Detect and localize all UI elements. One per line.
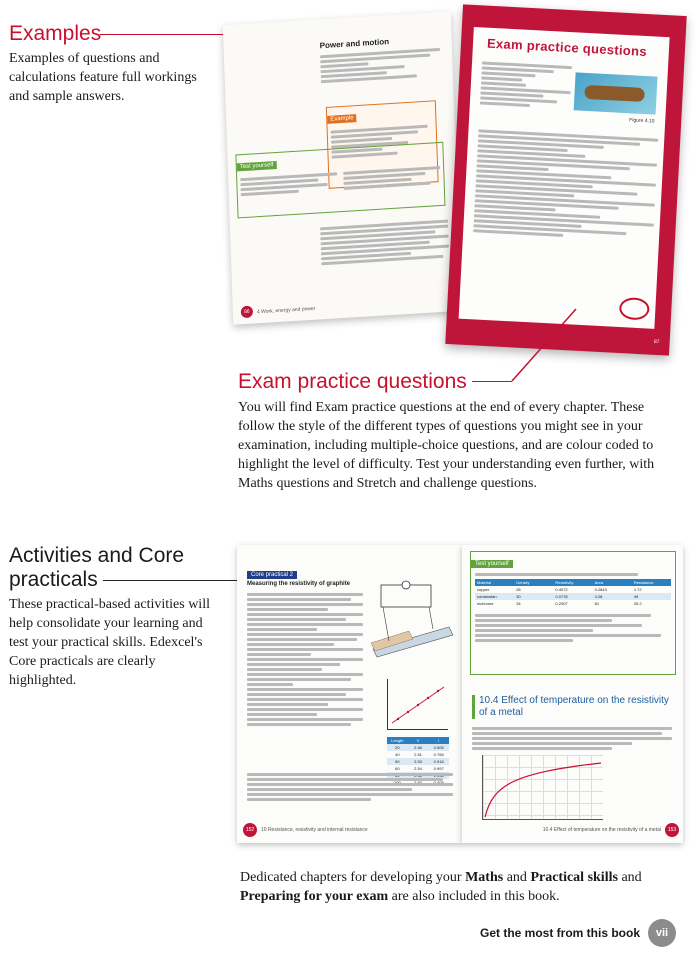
length-data-table: Length V I 20 2.46 0.505 40 2.51 0.766 50 2.53 0.916 60 2.54 0.997 [387, 737, 449, 786]
test-yourself-tag-2: Test yourself [471, 560, 513, 568]
circuit-diagram [369, 579, 455, 671]
photo-figure-label: Figure 4.10 [629, 117, 655, 125]
materials-table: Material Density Resistivity Area Resistance copper 26 0.4072 0.2843 1.72 constantan 30 0.0778 4.28 49 nichrome 34 0.2007 81 25.2 [475, 579, 671, 607]
exam-practice-description: You will find Exam practice questions at the end of every chapter. These follow the style of the different types of questions you might see in your examination, including multiple-choice questions, and are colour coded to highlight the level of difficulty. Test your understanding even further, with Maths questions and Stretch and challenge questions. [238, 400, 655, 491]
core-practical-tag: Core practical 2 [247, 571, 297, 579]
core-practical-conclusion [247, 771, 453, 803]
example-tag: Example [327, 114, 357, 124]
left-page-footer: 4 Work, energy and power [256, 305, 316, 316]
book-page-exam-questions [445, 4, 686, 355]
examples-description: Examples of questions and calculations feature full workings and sample answers. [9, 51, 197, 104]
core-practical-title: Measuring the resistivity of graphite [247, 581, 351, 587]
activities-leader-line [103, 580, 255, 581]
exam-question-block-2 [473, 127, 658, 243]
exam-leader-diagonal [500, 305, 580, 385]
resistivity-paragraph [472, 725, 672, 752]
exam-practice-page-title: Exam practice questions [486, 35, 648, 60]
resistivity-section-title: 10.4 Effect of temperature on the resistivity of a metal [472, 695, 669, 719]
activities-heading: Activities and Core practicals [9, 544, 185, 591]
core-practical-text [247, 591, 363, 728]
book-page-power [223, 11, 461, 324]
book-page-resistivity [462, 545, 683, 843]
test-yourself-box [235, 142, 445, 219]
temperature-resistance-curve [482, 755, 603, 820]
left2-page-number: 152 [243, 823, 257, 837]
page-number-badge: vii [648, 919, 676, 947]
examples-heading: Examples [9, 22, 102, 45]
right2-page-footer: 10.4 Effect of temperature on the resistivity of a metal [542, 827, 661, 833]
exam-question-block-1 [480, 59, 572, 111]
exam-practice-heading: Exam practice questions [238, 370, 467, 393]
examples-leader-line [100, 34, 230, 35]
book-spread-resistivity [237, 545, 683, 845]
exam-page-inner [459, 27, 670, 329]
right2-page-number: 153 [665, 823, 679, 837]
left-page-number: 86 [241, 306, 253, 319]
power-motion-title: Power and motion [319, 37, 390, 51]
test-yourself-tag: Test yourself [237, 161, 277, 171]
test-yourself-box-2 [470, 551, 676, 675]
difficulty-highlight-circle [619, 297, 650, 321]
footer-label: Get the most from this book [479, 926, 640, 940]
left2-page-footer: 10 Resistance, resistivity and internal resistance [261, 827, 368, 833]
activities-description: These practical-based activities will help consolidate your learning and test your practical skills. Edexcel's Core practicals are clearly highlighted. [9, 597, 210, 688]
rocket-photo [574, 72, 658, 114]
power-text-block [320, 46, 441, 85]
right-page-number: 87 [649, 335, 664, 350]
book-spread-energy [228, 10, 676, 355]
resistance-graph [387, 679, 448, 730]
book-page-core-practical [237, 545, 462, 843]
dedicated-chapters-text: Dedicated chapters for developing your Maths and Practical skills and Preparing for your exam are also included in this book. [240, 870, 642, 904]
power-paragraph [320, 218, 449, 268]
